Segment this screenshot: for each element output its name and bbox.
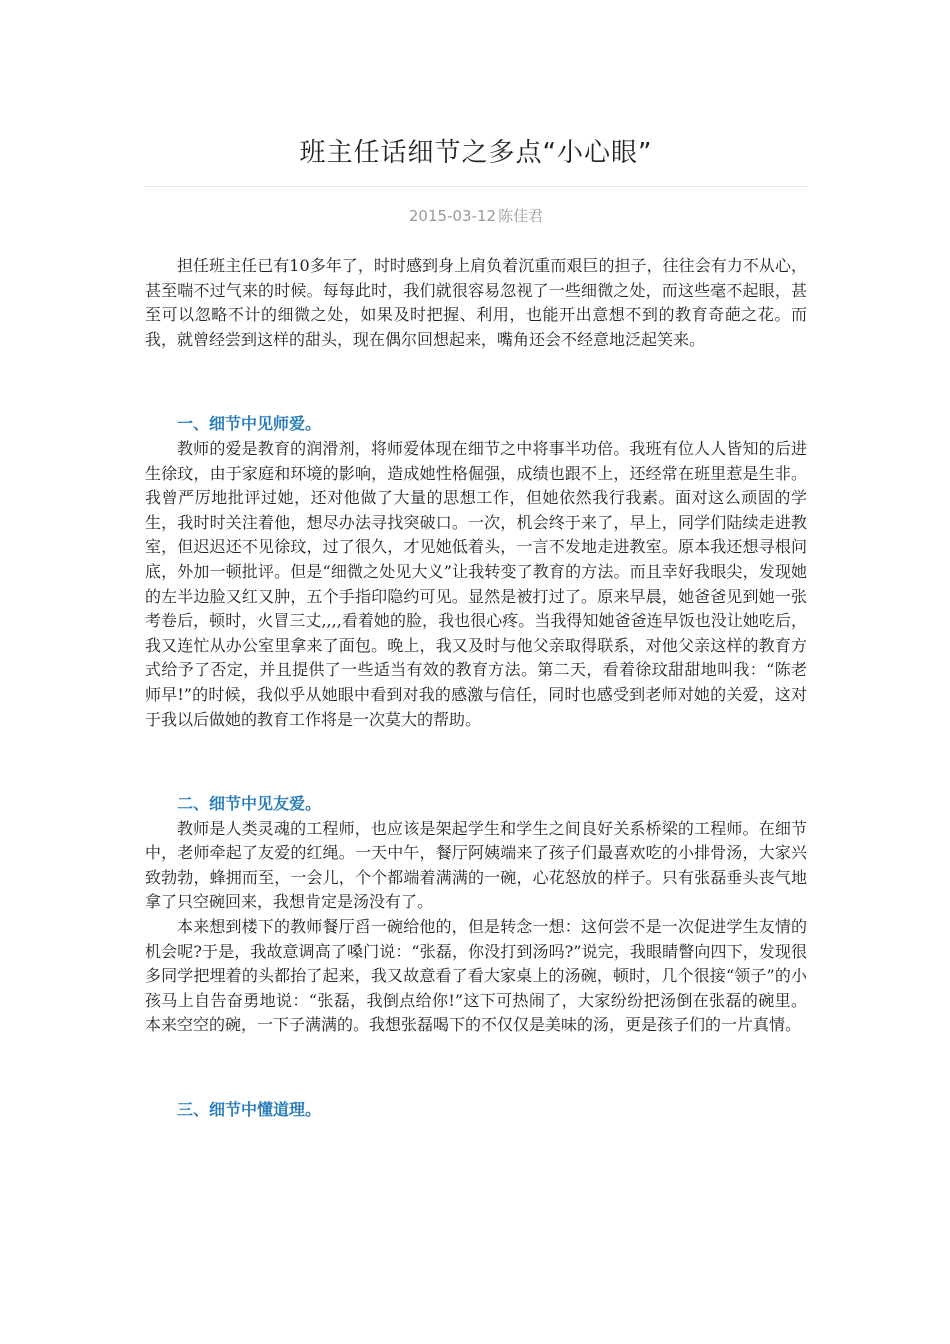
section-heading-1: 一、细节中见师爱。 (177, 414, 322, 434)
section-2-paragraph-1: 教师是人类灵魂的工程师，也应该是架起学生和学生之间良好关系桥梁的工程师。在细节中，老师牵起了友爱的红绳。一天中午，餐厅阿姨端来了孩子们最喜欢吃的小排骨汤，大家兴致勃勃，蜂拥而至，一会儿，个个都端着满满的一碗，心花怒放的样子。只有张磊垂头丧气地拿了只空碗回来，我想肯定是汤没有了。 (145, 818, 807, 912)
article (145, 0, 807, 1123)
section-1-paragraph-1: 教师的爱是教育的润滑剂，将师爱体现在细节之中将事半功倍。我班有位人人皆知的后进生徐玟，由于家庭和环境的影响，造成她性格倔强，成绩也跟不上，还经常在班里惹是生非。我曾严厉地批评过她，还对他做了大量的思想工作，但她依然我行我素。面对这么顽固的学生，我时时关注着他，想尽办法寻找突破口。一次，机会终于来了，早上，同学们陆续走进教室，但迟迟还不见徐玟，过了很久，才见她低着头，一言不发地走进教室。原本我还想寻根问底，外加一顿批评。但是“细微之处见大义”让我转变了教育的方法。而且幸好我眼尖，发现她的左半边脸又红又肿，五个手指印隐约可见。显然是被打过了。原来早晨，她爸爸见到她一张考卷后，顿时，火冒三丈,,,,看着她的脸，我也很心疼。当我得知她爸爸连早饭也没让她吃后，我又连忙从办公室里拿来了面包。晚上，我又及时与他父亲取得联系，对他父亲这样的教育方式给予了否定，并且提供了一些适当有效的教育方法。第二天，看着徐玟甜甜地叫我：“陈老师早!”的时候，我似乎从她眼中看到对我的感激与信任，同时也感受到老师对她的关爱，这对于我以后做她的教育工作将是一次莫大的帮助。 (145, 438, 807, 729)
intro-paragraph: 担任班主任已有10多年了，时时感到身上肩负着沉重而艰巨的担子，往往会有力不从心，甚至喘不过气来的时候。每每此时，我们就很容易忽视了一些细微之处，而这些毫不起眼，甚至可以忽略不计的细微之处，如果及时把握、利用，也能开出意想不到的教育奇葩之花。而我，就曾经尝到这样的甜头，现在偶尔回想起来，嘴角还会不经意地泛起笑来。 (145, 256, 807, 349)
section-2-paragraph-2: 本来想到楼下的教师餐厅舀一碗给他的，但是转念一想：这何尝不是一次促进学生友情的机会呢?于是，我故意调高了嗓门说：“张磊，你没打到汤吗?”说完，我眼睛瞥向四下，发现很多同学把埋着的头都抬了起来，我又故意看了看大家桌上的汤碗，顿时，几个很接“领子”的小孩马上自告奋勇地说：“张磊，我倒点给你!”这下可热闹了，大家纷纷把汤倒在张磊的碗里。本来空空的碗，一下子满满的。我想张磊喝下的不仅仅是美味的汤，更是孩子们的一片真情。 (145, 917, 807, 1035)
section-heading-2: 二、细节中见友爱。 (177, 794, 322, 814)
article-date: 2015-03-12 (408, 207, 497, 225)
title-divider (145, 186, 807, 187)
article-meta (145, 204, 807, 228)
section-heading-3: 三、细节中懂道理。 (177, 1100, 322, 1120)
article-author: 陈佳君 (498, 207, 544, 225)
article-title: 班主任话细节之多点“小心眼” (299, 138, 653, 168)
